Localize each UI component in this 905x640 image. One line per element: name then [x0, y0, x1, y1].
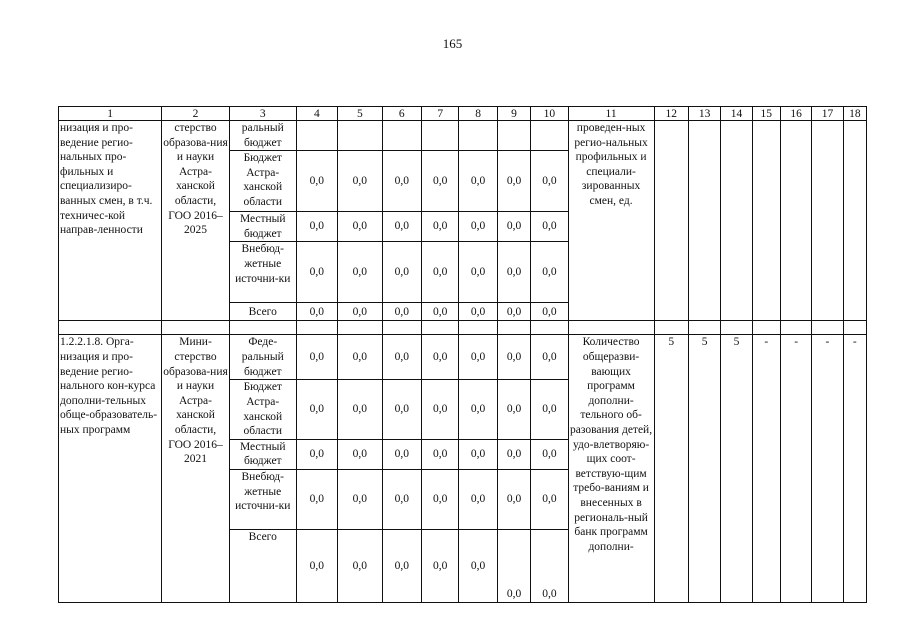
target-value-cell: -	[843, 335, 866, 603]
table-row	[59, 121, 867, 151]
target-value-cell: 5	[721, 335, 752, 603]
value-cell: 0,0	[459, 212, 497, 242]
header-cell: 5	[338, 107, 382, 121]
value-cell: 0,0	[422, 335, 459, 380]
value-cell: 0,0	[296, 242, 337, 303]
value-cell: 0,0	[497, 469, 530, 529]
funding-source-cell: Внебюд-жетные источни-ки	[229, 469, 296, 529]
header-cell: 13	[688, 107, 720, 121]
value-cell: 0,0	[459, 303, 497, 321]
value-cell: 0,0	[382, 439, 421, 469]
header-cell: 17	[812, 107, 843, 121]
value-cell: 0,0	[497, 439, 530, 469]
value-cell: 0,0	[531, 439, 568, 469]
value-cell: 0,0	[382, 380, 421, 439]
value-cell: 0,0	[382, 212, 421, 242]
header-cell: 4	[296, 107, 337, 121]
value-cell: 0,0	[531, 335, 568, 380]
value-cell: 0,0	[338, 439, 382, 469]
header-cell: 12	[654, 107, 688, 121]
header-cell: 14	[721, 107, 752, 121]
table-row	[59, 335, 867, 380]
funding-source-cell: Бюджет Астра-ханской области	[229, 380, 296, 439]
value-cell: 0,0	[531, 242, 568, 303]
value-cell: 0,0	[382, 529, 421, 602]
measure-name-cell: низация и про-ведение регио-нальных про-фильных и специализиро-ванных смен, в т.ч. техничес-кой направ-ленности	[59, 121, 162, 321]
value-cell: 0,0	[296, 439, 337, 469]
value-cell: 0,0	[296, 212, 337, 242]
value-cell: 0,0	[531, 380, 568, 439]
funding-source-cell: ральный бюджет	[229, 121, 296, 151]
target-value-cell: 5	[654, 335, 688, 603]
value-cell: 0,0	[497, 529, 530, 602]
header-cell: 9	[497, 107, 530, 121]
value-cell: 0,0	[459, 439, 497, 469]
value-cell: 0,0	[338, 303, 382, 321]
value-cell: 0,0	[531, 212, 568, 242]
header-cell: 15	[752, 107, 780, 121]
funding-source-cell: Местный бюджет	[229, 439, 296, 469]
value-cell: 0,0	[382, 469, 421, 529]
executor-cell: стерство образова-ния и науки Астра-ханской области, ГОО 2016–2025	[162, 121, 230, 321]
value-cell: 0,0	[382, 151, 421, 212]
header-cell: 6	[382, 107, 421, 121]
header-cell: 7	[422, 107, 459, 121]
value-cell: 0,0	[422, 380, 459, 439]
value-cell: 0,0	[382, 242, 421, 303]
value-cell: 0,0	[338, 380, 382, 439]
value-cell: 0,0	[296, 335, 337, 380]
value-cell: 0,0	[296, 151, 337, 212]
target-value-cell: -	[752, 335, 780, 603]
funding-source-cell: Всего	[229, 529, 296, 602]
value-cell: 0,0	[497, 335, 530, 380]
value-cell: 0,0	[531, 303, 568, 321]
value-cell: 0,0	[422, 303, 459, 321]
header-cell: 2	[162, 107, 230, 121]
value-cell: 0,0	[459, 335, 497, 380]
value-cell: 0,0	[338, 212, 382, 242]
funding-source-cell: Бюджет Астра-ханской области	[229, 151, 296, 212]
value-cell: 0,0	[338, 529, 382, 602]
value-cell: 0,0	[382, 335, 421, 380]
indicator-cell: проведен-ных регио-нальных профильных и специали-зированных смен, ед.	[568, 121, 654, 321]
value-cell: 0,0	[422, 151, 459, 212]
executor-cell: Мини-стерство образова-ния и науки Астра-ханской области, ГОО 2016–2021	[162, 335, 230, 603]
value-cell: 0,0	[338, 151, 382, 212]
header-row	[59, 107, 867, 121]
header-cell: 8	[459, 107, 497, 121]
value-cell: 0,0	[497, 380, 530, 439]
page-number: 165	[442, 36, 463, 51]
header-cell: 18	[843, 107, 866, 121]
header-cell: 10	[531, 107, 568, 121]
value-cell: 0,0	[497, 242, 530, 303]
value-cell: 0,0	[497, 151, 530, 212]
table-row	[59, 321, 867, 335]
funding-source-cell: Всего	[229, 303, 296, 321]
target-value-cell: 5	[688, 335, 720, 603]
value-cell: 0,0	[531, 529, 568, 602]
funding-source-cell: Местный бюджет	[229, 212, 296, 242]
value-cell: 0,0	[422, 212, 459, 242]
value-cell: 0,0	[382, 303, 421, 321]
value-cell: 0,0	[459, 469, 497, 529]
value-cell: 0,0	[296, 529, 337, 602]
target-value-cell: -	[780, 335, 811, 603]
funding-source-cell: Феде-ральный бюджет	[229, 335, 296, 380]
target-value-cell: -	[812, 335, 843, 603]
value-cell: 0,0	[296, 469, 337, 529]
value-cell: 0,0	[422, 529, 459, 602]
value-cell: 0,0	[338, 242, 382, 303]
value-cell: 0,0	[497, 212, 530, 242]
value-cell: 0,0	[531, 151, 568, 212]
header-cell: 3	[229, 107, 296, 121]
funding-source-cell: Внебюд-жетные источни-ки	[229, 242, 296, 303]
header-cell: 16	[780, 107, 811, 121]
value-cell: 0,0	[296, 380, 337, 439]
value-cell: 0,0	[459, 242, 497, 303]
value-cell: 0,0	[422, 242, 459, 303]
value-cell: 0,0	[338, 335, 382, 380]
program-table	[58, 106, 867, 603]
value-cell: 0,0	[338, 469, 382, 529]
value-cell: 0,0	[422, 469, 459, 529]
header-cell: 11	[568, 107, 654, 121]
measure-name-cell: 1.2.2.1.8. Орга-низация и про-ведение регио-нального кон-курса дополни-тельных обще-образователь-ных программ	[59, 335, 162, 603]
value-cell: 0,0	[422, 439, 459, 469]
value-cell: 0,0	[459, 529, 497, 602]
value-cell: 0,0	[459, 151, 497, 212]
value-cell: 0,0	[497, 303, 530, 321]
value-cell: 0,0	[531, 469, 568, 529]
indicator-cell: Количество общеразви-вающих программ дополни-тельного об-разования детей, удо-влетворяю-щих соот-ветствую-щим требо-ваниям и внесенных в региональ-ный банк программ дополни-	[568, 335, 654, 603]
header-cell: 1	[59, 107, 162, 121]
value-cell: 0,0	[459, 380, 497, 439]
value-cell: 0,0	[296, 303, 337, 321]
